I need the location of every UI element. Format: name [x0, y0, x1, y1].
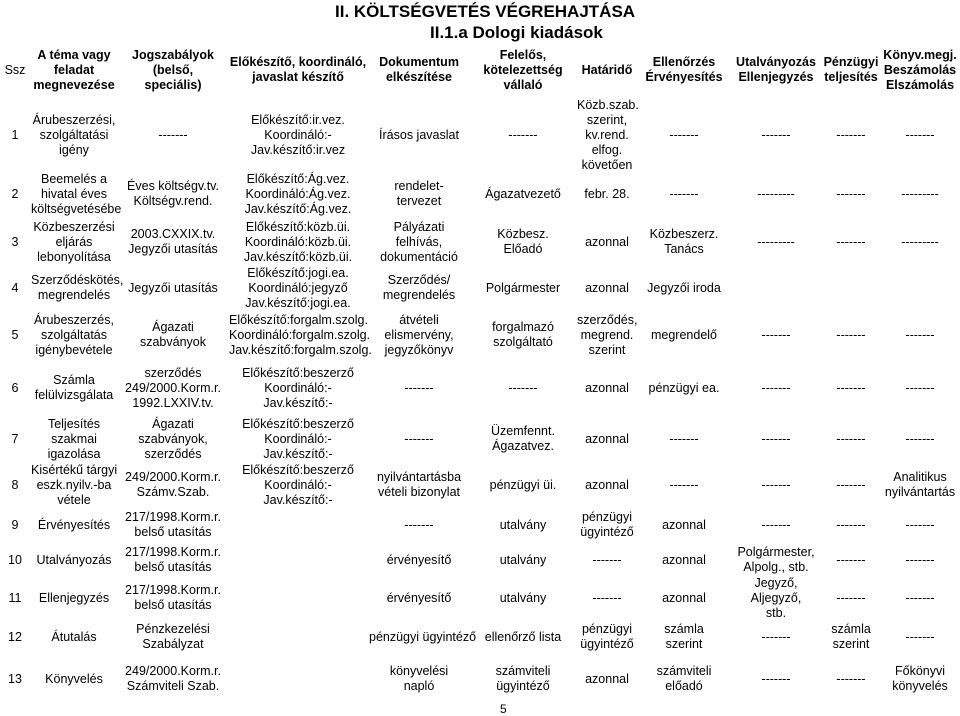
table-cell: Utalványozás [36, 552, 112, 567]
table-cell: ------- [592, 590, 622, 605]
table-row [0, 656, 960, 702]
table-cell: ------- [158, 127, 188, 142]
table-cell: azonnal [585, 380, 629, 395]
table-cell: átvételi elismervény, jegyzőkönyv [384, 312, 454, 357]
table-cell: azonnal [662, 552, 706, 567]
table-cell: Jegyzői iroda [647, 280, 721, 295]
table-cell: 249/2000.Korm.r. Számv.Szab. [125, 470, 221, 499]
table-cell: Árubeszerzés, szolgáltatás igénybevétele [34, 312, 114, 357]
table-cell: 10 [8, 552, 22, 567]
table-cell: ------- [592, 552, 622, 567]
table-cell: ------- [836, 327, 866, 342]
table-cell: 1 [11, 127, 19, 142]
table-cell: Előkészítő:beszerző Koordináló:- Jav.készítő:- [242, 462, 354, 507]
table-cell: Előkészítő:beszerző Koordináló:- Jav.készítő:- [242, 365, 354, 410]
table-cell: ------- [836, 234, 866, 249]
page-number: 5 [500, 702, 507, 716]
table-cell: ------- [761, 327, 791, 342]
table-cell: ------- [761, 380, 791, 395]
table-cell: ------- [836, 477, 866, 492]
table-row [0, 575, 960, 620]
table-cell: Üzemfennt. Ágazatvez. [491, 424, 555, 453]
table-row [0, 97, 960, 172]
table-cell: ------- [761, 517, 791, 532]
table-cell: Írásos javaslat [379, 127, 459, 142]
table-cell: Főkönyvi könyvelés [892, 664, 948, 693]
table-cell: ------- [669, 186, 699, 201]
header-cell: Utalványozás Ellenjegyzés [736, 55, 816, 84]
table-cell: Számla felülvizsgálata [34, 373, 114, 402]
table-cell: ------- [761, 629, 791, 644]
table-cell: --------- [901, 234, 939, 249]
table-cell: Polgármester [485, 280, 561, 295]
table-cell: Átutalás [51, 629, 97, 644]
table-cell: szerződés 249/2000.Korm.r. 1992.LXXIV.tv. [125, 365, 221, 410]
table-row [0, 310, 960, 360]
table-cell: Közbeszerz. Tanács [649, 227, 719, 256]
table-cell: ------- [669, 477, 699, 492]
table-cell: Előkészítő:közb.üi. Koordináló:közb.üi. Jav.készítő:közb.üi. [243, 219, 353, 264]
table-cell: --------- [757, 234, 795, 249]
header-cell: Jogszabályok (belső, speciális) [132, 47, 214, 92]
table-row [0, 618, 960, 656]
table-cell: Pénzkezelési Szabályzat [136, 622, 210, 651]
table-cell: ------- [669, 127, 699, 142]
table-cell: ------- [761, 127, 791, 142]
table-cell: pénzügyi ügyintéző [580, 510, 634, 539]
table-cell: azonnal [662, 517, 706, 532]
table-cell: ------- [404, 517, 434, 532]
table-cell: ------- [905, 380, 935, 395]
table-cell: 5 [11, 327, 19, 342]
table-cell: Beemelés a hivatal éves költségvetésébe [31, 171, 122, 216]
table-cell: Jegyzői utasítás [128, 280, 218, 295]
table-cell: 6 [11, 380, 19, 395]
table-cell: Pályázati felhívás, dokumentáció [380, 219, 458, 264]
table-cell: forgalmazó szolgáltató [492, 320, 554, 349]
page-subtitle: II.1.a Dologi kiadások [430, 23, 603, 42]
table-cell: Ágazati szabványok, szerződés [138, 416, 208, 461]
table-cell: azonnal [585, 477, 629, 492]
table-cell: --------- [757, 186, 795, 201]
table-cell: 217/1998.Korm.r. belső utasítás [125, 510, 221, 539]
table-cell: Előkészítő:Ág.vez. Koordináló:Ág.vez. Jav.készítő:Ág.vez. [244, 171, 352, 216]
table-cell: Szerződéskötés, megrendelés [31, 273, 124, 302]
table-cell: Közbeszerzési eljárás lebonyolítása [33, 219, 115, 264]
table-cell: számviteli ügyintéző [495, 664, 551, 693]
table-cell: --------- [901, 186, 939, 201]
table-cell: ------- [508, 127, 538, 142]
table-row [0, 508, 960, 542]
table-cell: Jegyző, Aljegyző, stb. [750, 575, 802, 620]
table-cell: azonnal [585, 671, 629, 686]
table-cell: számla szerint [664, 622, 704, 651]
table-cell: 9 [11, 517, 19, 532]
table-cell: 8 [11, 477, 19, 492]
table-cell: 2 [11, 186, 19, 201]
table-cell: ------- [836, 186, 866, 201]
table-cell: 13 [8, 671, 22, 686]
header-cell: Ssz [4, 62, 26, 77]
table-cell: Közbesz. Előadó [497, 227, 549, 256]
table-cell: Érvényesítés [37, 517, 111, 532]
table-cell: Analitikus nyilvántartás [884, 470, 956, 499]
table-cell: érvényesítő [386, 590, 452, 605]
table-cell: Könyvelés [45, 671, 103, 686]
header-cell: Határidő [581, 62, 633, 77]
table-row [0, 266, 960, 310]
table-cell: Közb.szab. szerint, kv.rend. elfog. követően [577, 97, 639, 172]
table-cell: ------- [836, 380, 866, 395]
table-cell: nyilvántartásba vételi bizonylat [376, 470, 462, 499]
table-cell: rendelet- tervezet [394, 179, 444, 208]
table-cell: ------- [905, 629, 935, 644]
table-cell: utalvány [499, 517, 547, 532]
table-cell: ------- [508, 380, 538, 395]
table-cell: 217/1998.Korm.r. belső utasítás [125, 545, 221, 574]
table-cell: azonnal [585, 431, 629, 446]
table-cell: 12 [8, 629, 22, 644]
header-cell: Előkészítő, koordináló, javaslat készítő [229, 55, 367, 84]
table-cell: ------- [905, 552, 935, 567]
table-cell: Árubeszerzési, szolgáltatási igény [32, 112, 116, 157]
table-cell: ------- [836, 517, 866, 532]
table-row [0, 462, 960, 508]
table-cell: ------- [905, 517, 935, 532]
table-cell: Előkészítő:beszerző Koordináló:- Jav.készítő:- [242, 416, 354, 461]
table-cell: ------- [905, 590, 935, 605]
table-cell: 4 [11, 280, 19, 295]
table-cell: ------- [905, 327, 935, 342]
table-cell: számviteli előadó [656, 664, 712, 693]
table-cell: Polgármester, Alpolg., stb. [737, 545, 815, 574]
table-cell: Előkészítő:forgalm.szolg. Koordináló:forgalm.szolg. Jav.készítő:forgalm.szolg. [229, 312, 372, 357]
procedure-table [0, 40, 960, 702]
page-title: II. KÖLTSÉGVETÉS VÉGREHAJTÁSA [335, 2, 636, 21]
table-cell: Teljesítés szakmai igazolása [47, 416, 101, 461]
table-cell: azonnal [585, 280, 629, 295]
table-header-row [0, 40, 960, 100]
table-cell: febr. 28. [584, 186, 630, 201]
table-cell: Ellenjegyzés [38, 590, 110, 605]
table-cell: 3 [11, 234, 19, 249]
table-cell: azonnal [662, 590, 706, 605]
table-cell: azonnal [585, 234, 629, 249]
header-cell: Dokumentum elkészítése [379, 55, 459, 84]
table-cell: pénzügyi ea. [648, 380, 720, 395]
table-cell: Ágazatvezető [485, 186, 561, 201]
table-cell: ------- [905, 127, 935, 142]
header-cell: A téma vagy feladat megnevezése [33, 47, 115, 92]
header-cell: Könyv.megj. Beszámolás Elszámolás [883, 47, 957, 92]
table-cell: pénzügyi ügyintéző [369, 629, 477, 644]
table-cell: könyvelési napló [389, 664, 449, 693]
table-cell: 2003.CXXIX.tv. Jegyzői utasítás [128, 227, 218, 256]
header-cell: Ellenőrzés Érvényesítés [645, 55, 723, 84]
table-cell: ------- [404, 431, 434, 446]
table-cell: ------- [836, 552, 866, 567]
table-cell: Előkészítő:ir.vez. Koordináló:- Jav.készítő:ir.vez [250, 112, 346, 157]
table-cell: ------- [761, 671, 791, 686]
table-cell: ------- [836, 127, 866, 142]
table-cell: Kisértékű tárgyi eszk.nyilv.-ba vétele [31, 462, 118, 507]
table-cell: ------- [761, 431, 791, 446]
table-cell: ------- [836, 431, 866, 446]
table-cell: Ágazati szabványok [139, 320, 206, 349]
table-row [0, 542, 960, 578]
table-cell: ------- [761, 477, 791, 492]
table-cell: megrendelő [650, 327, 717, 342]
table-cell: 217/1998.Korm.r. belső utasítás [125, 583, 221, 612]
table-cell: ellenőrző lista [484, 629, 562, 644]
table-cell: Szerződés/ megrendelés [382, 273, 456, 302]
table-cell: ------- [404, 380, 434, 395]
header-cell: Pénzügyi teljesítés [823, 55, 879, 84]
table-cell: ------- [669, 431, 699, 446]
header-cell: Felelős, kötelezettség vállaló [483, 47, 563, 92]
table-row [0, 170, 960, 218]
table-cell: szerződés, megrend. szerint [577, 312, 638, 357]
table-cell: 11 [8, 590, 22, 605]
table-cell: érvényesítő [386, 552, 452, 567]
table-cell: pénzügyi ügyintéző [580, 622, 634, 651]
table-cell: 7 [11, 431, 19, 446]
table-cell: Éves költségv.tv. Költségv.rend. [127, 179, 219, 208]
table-cell: 249/2000.Korm.r. Számviteli Szab. [125, 664, 221, 693]
table-cell: ------- [836, 590, 866, 605]
table-cell: utalvány [499, 590, 547, 605]
table-cell: utalvány [499, 552, 547, 567]
table-cell: Előkészítő:jogi.ea. Koordináló:jegyző Jav.készítő:jogi.ea. [245, 265, 351, 310]
table-row [0, 360, 960, 416]
table-cell: ------- [905, 431, 935, 446]
table-cell: ------- [836, 671, 866, 686]
table-row [0, 218, 960, 266]
table-cell: számla szerint [831, 622, 871, 651]
table-cell: pénzügyi üi. [489, 477, 557, 492]
table-row [0, 416, 960, 462]
